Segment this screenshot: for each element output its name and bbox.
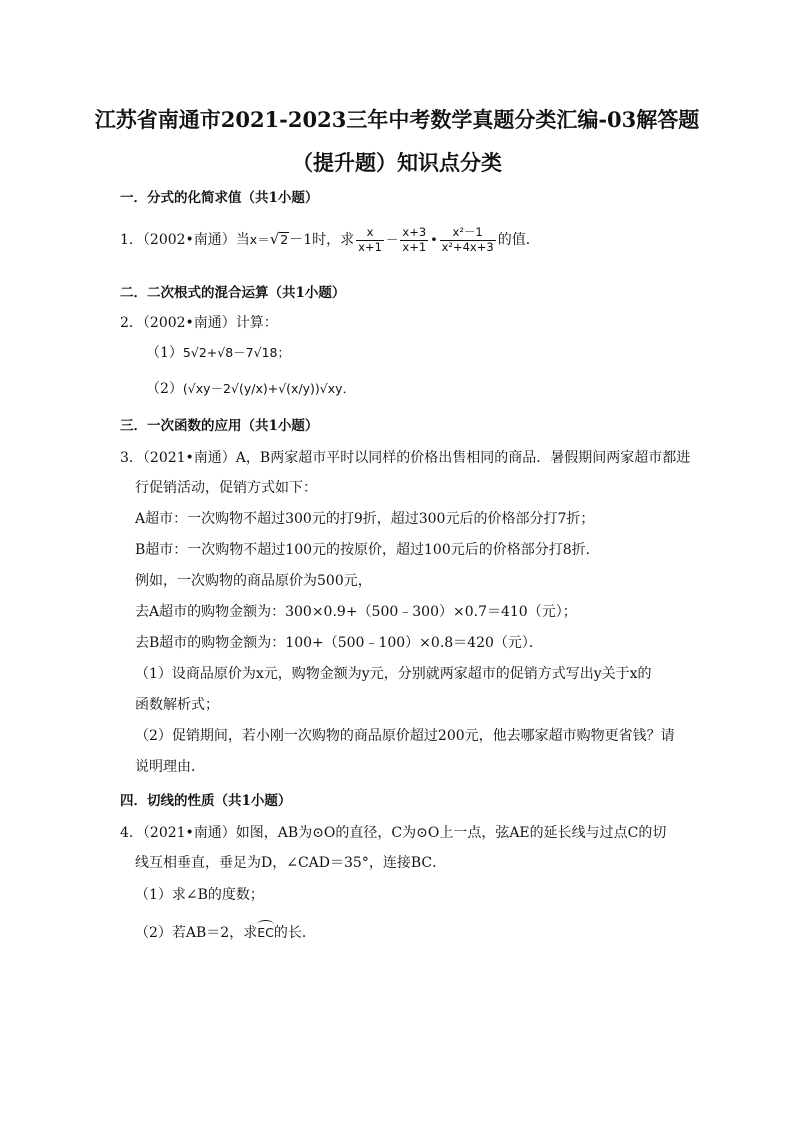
q4-line-1: 线互相垂直，垂足为D，∠CAD＝35°，连接BC． [135, 855, 447, 871]
section-heading-2: 二．二次根式的混合运算（共1小题） [120, 285, 346, 301]
q3-line-8: 函数解析式； [135, 697, 219, 713]
q1-suffix: 的值． [497, 232, 540, 248]
question-2-part-1 [146, 342, 290, 362]
q3-line-1: 行促销活动，促销方式如下： [135, 480, 317, 496]
q3-line-3: B超市：一次购物不超过100元的按原价，超过100元后的价格部分打8折． [135, 542, 600, 558]
section-heading-3: 三．一次函数的应用（共1小题） [120, 418, 319, 434]
q1-fraction-2: $\frac{x+3}{x+1}$ [402, 225, 427, 254]
arc-ec: EC [257, 925, 274, 940]
q1-minus1: －1时，求 [289, 232, 355, 248]
q4-line-2: （1）求∠B的度数； [135, 887, 264, 903]
q1-fraction-3: $\frac{\text{x²－1}}{\text{x²+4x+3}}$ [441, 225, 494, 254]
q4-part-2-prefix: （2）若AB＝2，求 [135, 925, 258, 941]
q1-fraction-1: $\frac{x}{x+1}$ [358, 225, 382, 254]
q3-line-4: 例如，一次购物的商品原价为500元， [135, 573, 372, 589]
q4-part-2-suffix: 的长． [273, 925, 316, 941]
section-heading-4: 四．切线的性质（共1小题） [120, 793, 292, 809]
question-2-part-2 [146, 378, 355, 398]
question-1: 1．（2002•南通）当x＝√2－1时，求 $\frac{x}{x+1}$ － $\frac{x+3}{x+1}$ • $\frac{\text{x²－1}}{\text{x²+4x+3}}$ 的值． [120, 225, 540, 254]
question-2-prefix: 2．（2002•南通）计算： [120, 315, 278, 331]
math-expression: 5√2+√8－7√18； [182, 345, 291, 360]
section-heading-1: 一．分式的化简求值（共1小题） [120, 190, 319, 206]
q1-sqrt2: 2 [280, 232, 289, 247]
q3-line-6: 去B超市的购物金额为：100+（500﹣100）×0.8＝420（元）． [135, 635, 543, 651]
math-expression: (√xy－2√(y/x)+√(x/y))√xy． [182, 381, 356, 396]
q4-line-0: 4．（2021•南通）如图，AB为⊙O的直径，C为⊙O上一点，弦AE的延长线与过点C的切 [120, 825, 667, 841]
part-label: （2） [146, 381, 183, 397]
q3-line-7: （1）设商品原价为x元，购物金额为y元，分别就两家超市的促销方式写出y关于x的 [135, 666, 652, 682]
q3-line-9: （2）促销期间，若小刚一次购物的商品原价超过200元，他去哪家超市购物更省钱？请 [135, 728, 675, 744]
q3-line-10: 说明理由． [135, 759, 205, 775]
q3-line-2: A超市：一次购物不超过300元的打9折，超过300元后的价格部分打7折； [135, 511, 595, 527]
q3-line-0: 3．（2021•南通）A，B两家超市平时以同样的价格出售相同的商品．暑假期间两家超市都进 [120, 450, 691, 466]
q1-prefix: 1．（2002•南通）当 [120, 232, 250, 248]
q3-line-5: 去A超市的购物金额为：300×0.9+（500﹣300）×0.7＝410（元）； [135, 604, 577, 620]
part-label: （1） [146, 345, 183, 361]
sqrt-symbol: √ [269, 230, 280, 248]
q4-part-2 [135, 922, 316, 942]
document-title-line-1: 江苏省南通市2021-2023三年中考数学真题分类汇编-03解答题 [94, 107, 700, 132]
q1-x-eq: x＝ [249, 232, 270, 247]
document-title-line-2: （提升题）知识点分类 [292, 150, 502, 175]
